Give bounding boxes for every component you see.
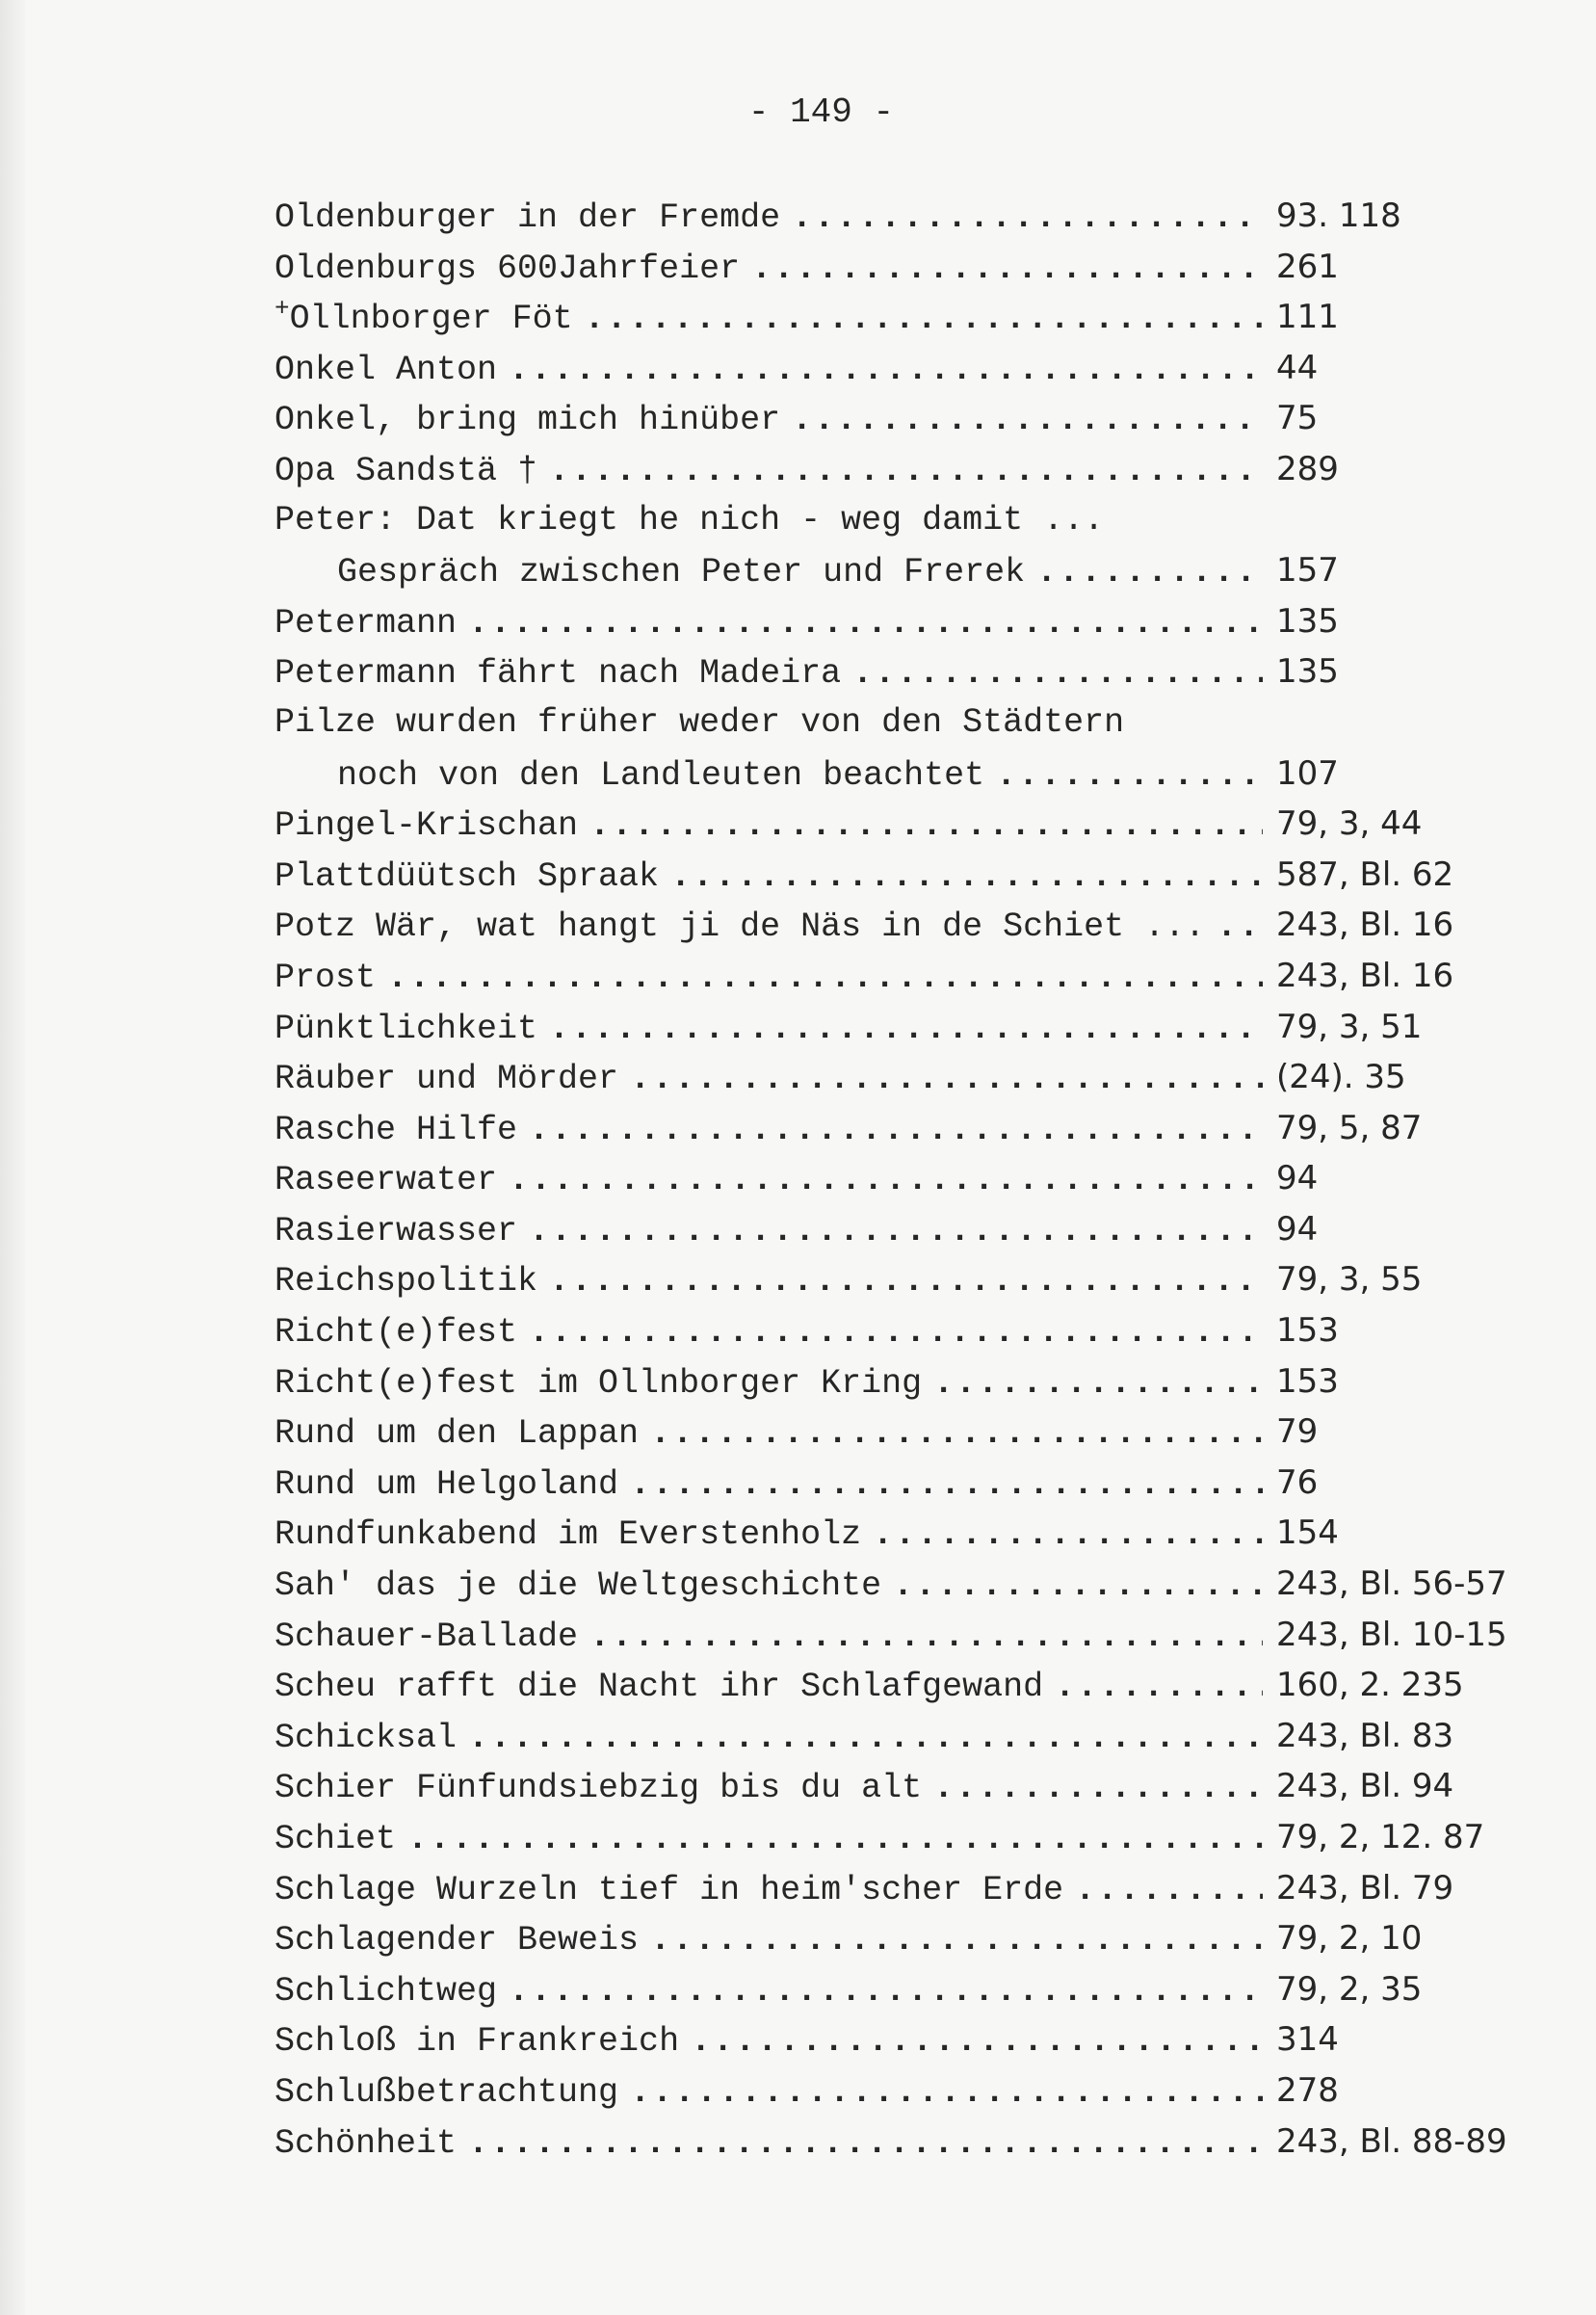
entry-title: Petermann <box>275 603 458 643</box>
index-entry <box>275 900 1565 951</box>
entry-title: Oldenburger in der Fremde <box>275 198 781 237</box>
entry-reference: 243, Bl. 16 <box>1276 956 1454 995</box>
dot-leader <box>1217 902 1263 953</box>
index-entry <box>275 1254 1565 1305</box>
dot-leader <box>670 852 1263 903</box>
index-entry <box>275 545 1565 596</box>
index-entry <box>275 1711 1565 1762</box>
entry-reference: 79 <box>1276 1412 1319 1452</box>
dot-leader <box>792 395 1263 446</box>
entry-title: Rasche Hilfe <box>275 1110 518 1149</box>
entry-reference: 135 <box>1276 601 1339 641</box>
dot-leader <box>893 1561 1263 1612</box>
entry-title: Onkel, bring mich hinüber <box>275 401 781 440</box>
entry-reference: 94 <box>1276 1209 1319 1249</box>
dot-leader <box>387 953 1263 1004</box>
dot-leader <box>996 750 1263 802</box>
dot-leader <box>589 801 1263 852</box>
index-entry <box>275 1559 1565 1610</box>
index-entry <box>275 191 1565 242</box>
entry-reference: 94 <box>1276 1159 1319 1198</box>
entry-reference: 79, 2, 35 <box>1276 1969 1423 2009</box>
entry-reference: 160, 2. 235 <box>1276 1666 1464 1705</box>
entry-reference: 111 <box>1276 298 1339 337</box>
dot-leader <box>509 345 1263 396</box>
index-entry <box>275 646 1565 697</box>
dot-leader <box>529 1206 1263 1257</box>
entry-title: Schier Fünfundsiebzig bis du alt <box>275 1769 923 1808</box>
index-entry <box>275 1458 1565 1509</box>
index-entry <box>275 1964 1565 2015</box>
dot-leader <box>509 1155 1263 1206</box>
index-entry <box>275 393 1565 444</box>
entry-title: Pünktlichkeit <box>275 1009 538 1048</box>
index-entry <box>275 850 1565 901</box>
entry-title <box>275 294 573 345</box>
entry-reference: 107 <box>1276 753 1339 793</box>
entry-title: Rund um den Lappan <box>275 1414 640 1454</box>
index-entry <box>275 697 1565 749</box>
entry-reference: 243, Bl. 10-15 <box>1276 1615 1507 1654</box>
entry-marker: + <box>275 294 290 324</box>
dot-leader <box>589 1612 1263 1663</box>
page-edge <box>0 0 25 2315</box>
dot-leader <box>650 1915 1263 1966</box>
entry-title: Schauer-Ballade <box>275 1617 579 1656</box>
index-entry <box>275 2014 1565 2065</box>
entry-title: Raseerwater <box>275 1161 498 1200</box>
entry-title: Pingel-Krischan <box>275 806 579 846</box>
entry-reference: 76 <box>1276 1462 1319 1502</box>
index-entry <box>275 799 1565 850</box>
entry-reference: 157 <box>1276 551 1339 591</box>
page-number: - 149 - <box>747 92 895 132</box>
entry-reference: 79, 3, 51 <box>1276 1007 1423 1046</box>
entry-title: Scheu rafft die Nacht ihr Schlafgewand <box>275 1668 1044 1707</box>
entry-title: Pilze wurden früher weder von den Städtern <box>275 702 1125 742</box>
entry-reference: 154 <box>1276 1513 1339 1553</box>
index-entry <box>275 343 1565 394</box>
index-entry <box>275 1407 1565 1458</box>
dot-leader <box>691 2016 1263 2067</box>
index-entry <box>275 444 1565 495</box>
index-entry <box>275 1913 1565 1964</box>
index-entry <box>275 1812 1565 1863</box>
entry-title: Potz Wär, wat hangt ji de Näs in de Schiet ... <box>275 908 1206 947</box>
index-entry <box>275 1761 1565 1812</box>
entry-reference: 79, 5, 87 <box>1276 1108 1423 1147</box>
entry-title: Richt(e)fest im Ollnborger Kring <box>275 1363 923 1403</box>
entry-reference: 587, Bl. 62 <box>1276 855 1454 894</box>
dot-leader <box>873 1510 1263 1561</box>
index-entry <box>275 1508 1565 1559</box>
entry-title: Rund um Helgoland <box>275 1464 619 1504</box>
dot-leader <box>549 446 1263 497</box>
index-entry <box>275 1610 1565 1661</box>
entry-reference: 289 <box>1276 449 1339 488</box>
dot-leader <box>468 2118 1263 2170</box>
index-entry <box>275 1660 1565 1711</box>
entry-reference: 75 <box>1276 399 1319 438</box>
entry-title: Sah' das je die Weltgeschichte <box>275 1566 882 1606</box>
entry-reference: 243, Bl. 16 <box>1276 906 1454 945</box>
index-entry <box>275 1103 1565 1154</box>
entry-title: Opa Sandstä † <box>275 451 538 490</box>
dot-leader <box>1055 1662 1263 1713</box>
entry-title: noch von den Landleuten beachtet <box>337 755 985 795</box>
dot-leader <box>549 1256 1263 1307</box>
entry-title: Prost <box>275 958 377 997</box>
dot-leader <box>585 294 1263 345</box>
index-entry <box>275 2065 1565 2117</box>
entry-title: Oldenburgs 600Jahrfeier <box>275 249 741 288</box>
index-entry <box>275 1153 1565 1204</box>
entry-reference: 243, Bl. 83 <box>1276 1716 1454 1755</box>
index-entry <box>275 2117 1565 2168</box>
entry-title: Schlichtweg <box>275 1971 498 2011</box>
entry-title: Gespräch zwischen Peter und Frerek <box>337 553 1026 592</box>
entry-title: Schiet <box>275 1820 397 1858</box>
entry-title: Plattdüütsch Spraak <box>275 856 660 896</box>
entry-title: Rasierwasser <box>275 1211 518 1250</box>
index-entry <box>275 292 1565 343</box>
dot-leader <box>529 1105 1263 1156</box>
dot-leader <box>630 2067 1263 2118</box>
entry-title-text: Ollnborger Föt <box>289 300 573 339</box>
entry-title: Schlußbetrachtung <box>275 2072 619 2112</box>
entry-title: Peter: Dat kriegt he nich - weg damit ... <box>275 500 1105 539</box>
entry-title: Richt(e)fest <box>275 1313 518 1353</box>
dot-leader <box>509 1966 1263 2017</box>
entry-title: Onkel Anton <box>275 350 498 389</box>
index-entry <box>275 495 1565 546</box>
entry-reference: 79, 2, 10 <box>1276 1919 1423 1959</box>
dot-leader <box>630 1460 1263 1511</box>
dot-leader <box>933 1358 1263 1409</box>
entry-title: Rundfunkabend im Everstenholz <box>275 1515 862 1555</box>
entry-reference: 314 <box>1276 2020 1339 2060</box>
dot-leader <box>549 1004 1263 1055</box>
entry-title: Petermann fährt nach Madeira <box>275 654 842 694</box>
dot-leader <box>650 1408 1263 1460</box>
index-entry <box>275 1356 1565 1407</box>
dot-leader <box>852 648 1263 699</box>
index-entry <box>275 1002 1565 1053</box>
entry-reference: 79, 2, 12. 87 <box>1276 1818 1485 1856</box>
entry-reference: 153 <box>1276 1311 1339 1351</box>
dot-leader <box>529 1307 1263 1358</box>
dot-leader <box>792 193 1263 244</box>
entry-title: Schlagender Beweis <box>275 1921 640 1960</box>
dot-leader <box>933 1763 1263 1814</box>
index-entry <box>275 951 1565 1002</box>
dot-leader <box>468 598 1263 649</box>
index-list <box>275 191 1565 2167</box>
entry-reference: 44 <box>1276 348 1319 387</box>
index-entry <box>275 749 1565 800</box>
entry-reference: 243, Bl. 94 <box>1276 1767 1454 1806</box>
index-entry <box>275 242 1565 293</box>
entry-reference: 135 <box>1276 652 1339 692</box>
index-entry <box>275 1052 1565 1103</box>
dot-leader <box>1036 547 1263 598</box>
entry-title: Schönheit <box>275 2123 458 2163</box>
index-entry <box>275 1305 1565 1356</box>
index-entry <box>275 1863 1565 1914</box>
dot-leader <box>630 1054 1263 1105</box>
entry-reference: 79, 3, 55 <box>1276 1260 1423 1300</box>
entry-reference: 243, Bl. 88-89 <box>1276 2121 1507 2161</box>
entry-reference: 278 <box>1276 2070 1339 2110</box>
entry-title: Räuber und Mörder <box>275 1060 619 1099</box>
dot-leader <box>1075 1865 1263 1916</box>
entry-reference: 93. 118 <box>1276 197 1401 235</box>
entry-title: Schlage Wurzeln tief in heim'scher Erde <box>275 1870 1064 1909</box>
entry-reference: 243, Bl. 79 <box>1276 1868 1454 1907</box>
entry-title: Schicksal <box>275 1718 458 1757</box>
entry-reference: 243, Bl. 56-57 <box>1276 1565 1507 1604</box>
entry-title: Schloß in Frankreich <box>275 2022 680 2062</box>
dot-leader <box>468 1713 1263 1764</box>
index-entry <box>275 596 1565 647</box>
entry-reference: 79, 3, 44 <box>1276 804 1423 844</box>
index-entry <box>275 1204 1565 1255</box>
entry-reference: 261 <box>1276 247 1339 286</box>
dot-leader <box>751 244 1263 295</box>
entry-title: Reichspolitik <box>275 1262 538 1302</box>
entry-reference: (24). 35 <box>1276 1058 1406 1097</box>
entry-reference: 153 <box>1276 1361 1339 1401</box>
dot-leader <box>407 1814 1263 1865</box>
